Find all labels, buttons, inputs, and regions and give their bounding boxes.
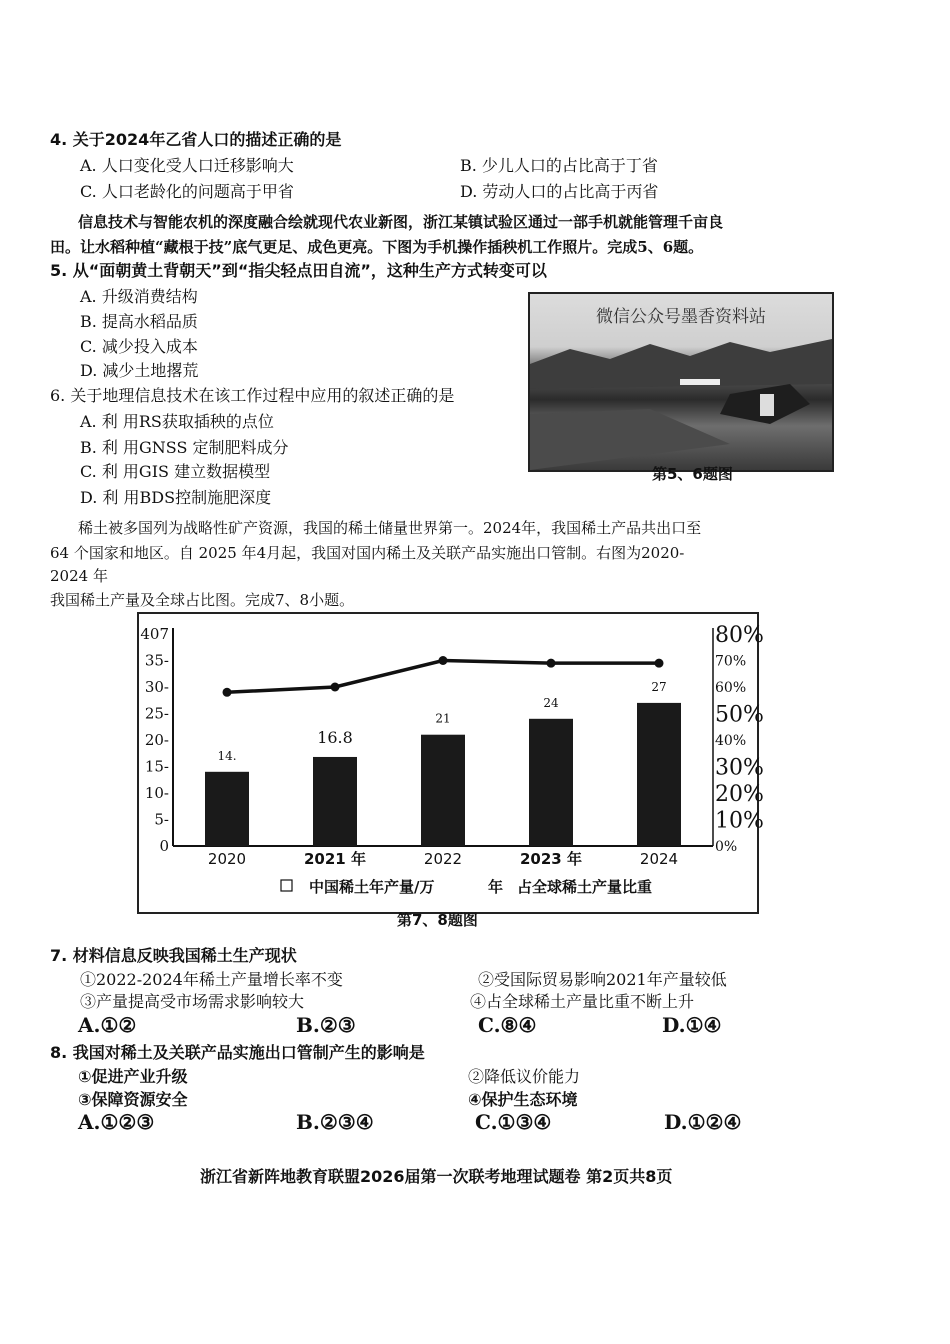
q4-stem: 4. 关于2024年乙省人口的描述正确的是 [50,130,342,149]
q7-answer-b: B.②③ [296,1013,356,1037]
q5-option-d: D. 减少土地撂荒 [80,361,199,380]
share-point [331,683,340,692]
y-left-tick-label: 10- [144,784,169,802]
y-right-tick-label: 30% [715,755,764,781]
intro56-line2: 田。让水稻种植“藏根于技”底气更足、成色更亮。下图为手机操作插秧机工作照片。完成5、6题。 [50,238,704,256]
q4-option-a: A. 人口变化受人口迁移影响大 [80,156,294,175]
q4-option-b: B. 少儿人口的占比高于丁省 [460,156,658,175]
q6-option-c: C. 利 用GIS 建立数据模型 [80,462,271,481]
q6-option-b: B. 利 用GNSS 定制肥料成分 [80,438,289,457]
x-tick-label: 2020 [207,850,247,868]
q7-answer-d: D.①④ [662,1013,722,1037]
y-left-tick-label: 15- [144,757,169,776]
q8-answer-c: C.①③④ [475,1110,552,1134]
production-bar [421,735,465,846]
q7-answer-a: A.①② [78,1013,137,1037]
y-right-tick-label: 0% [715,839,738,855]
q8-answer-a: A.①②③ [78,1110,155,1134]
y-left-tick-label: 35- [144,651,169,670]
y-left-tick-label: 407 [140,625,169,643]
share-point [547,659,556,668]
share-line [227,661,659,693]
y-left-tick-label: 20- [144,731,169,749]
q8-answer-d: D.①②④ [664,1110,742,1134]
q8-statement-4: ④保护生态环境 [468,1090,578,1109]
legend-bar-swatch [281,880,292,891]
intro78-line2: 64 个国家和地区。自 2025 年4月起，我国对国内稀土及关联产品实施出口管制。右图为2020- [50,544,685,562]
q7-statement-4: ④占全球稀土产量比重不断上升 [470,992,695,1011]
x-tick-label: 2021 年 [304,850,366,868]
legend-line-label: 占全球稀土产量比重 [517,878,653,896]
q8-statement-1: ①促进产业升级 [78,1067,188,1086]
q8-statement-3: ③保障资源安全 [78,1090,188,1109]
q6-stem: 6. 关于地理信息技术在该工作过程中应用的叙述正确的是 [50,386,455,405]
y-left-tick-label: 25- [144,704,169,723]
chart-caption: 第7、8题图 [397,911,478,929]
page-footer: 浙江省新阵地教育联盟2026届第一次联考地理试题卷 第2页共8页 [200,1167,673,1186]
q5-option-a: A. 升级消费结构 [80,287,198,306]
q5-stem: 5. 从“面朝黄土背朝天”到“指尖轻点田自流”，这种生产方式转变可以 [50,261,547,280]
y-right-tick-label: 20% [715,782,764,807]
y-right-tick-label: 70% [715,653,747,670]
bar-data-label: 21 [435,711,451,726]
production-bar [637,703,681,846]
q4-option-c: C. 人口老龄化的问题高于甲省 [80,182,294,201]
rare-earth-chart [137,612,764,914]
q4-option-d: D. 劳动人口的占比高于丙省 [460,182,659,201]
bar-data-label: 27 [651,679,667,694]
share-point [439,656,448,665]
q5-option-c: C. 减少投入成本 [80,337,198,356]
q7-statement-2: ②受国际贸易影响2021年产量较低 [478,970,727,989]
bar-data-label: 16.8 [317,727,353,747]
q6-option-d: D. 利 用BDS控制施肥深度 [80,488,272,507]
photo-scene [530,294,832,470]
x-tick-label: 2022 [423,850,463,868]
q8-answer-b: B.②③④ [296,1110,374,1134]
production-bar [313,757,357,846]
q8-stem: 8. 我国对稀土及关联产品实施出口管制产生的影响是 [50,1043,425,1062]
bar-data-label: 14. [217,748,237,763]
y-left-tick-label: 0 [159,837,169,855]
x-tick-label: 2024 [639,850,679,868]
q7-stem: 7. 材料信息反映我国稀土生产现状 [50,946,297,965]
bar-data-label: 24 [543,695,559,710]
y-left-tick-label: 30- [144,678,169,696]
rice-transplanter-photo [528,292,834,472]
q7-answer-c: C.⑧④ [478,1013,537,1037]
production-bar [529,719,573,846]
y-right-tick-label: 50% [715,702,764,728]
q7-statement-1: ①2022-2024年稀土产量增长率不变 [80,970,343,989]
y-right-tick-label: 10% [715,808,764,834]
y-right-tick-label: 60% [715,680,747,696]
photo-caption: 第5、6题图 [652,465,733,483]
q5-option-b: B. 提高水稻品质 [80,312,198,331]
photo-watermark: 微信公众号墨香资料站 [596,307,766,327]
q8-statement-2: ②降低议价能力 [468,1067,581,1086]
intro56-line1: 信息技术与智能农机的深度融合绘就现代农业新图，浙江某镇试验区通过一部手机就能管理千亩良 [78,213,724,231]
q6-option-a: A. 利 用RS获取插秧的点位 [80,412,274,431]
y-right-tick-label: 40% [715,733,747,749]
legend-year-label: 年 [488,878,504,896]
y-right-tick-label: 80% [715,623,764,648]
y-left-tick-label: 5- [154,810,169,829]
share-point [655,659,664,668]
production-bar [205,772,249,846]
legend-bar-label: 中国稀土年产量/万 [309,878,435,896]
intro78-line4: 我国稀土产量及全球占比图。完成7、8小题。 [50,591,355,609]
x-tick-label: 2023 年 [520,850,582,868]
intro78-line3: 2024 年 [50,567,108,585]
q7-statement-3: ③产量提高受市场需求影响较大 [80,992,305,1011]
share-point [223,688,232,697]
chart-canvas [139,614,764,912]
intro78-line1: 稀土被多国列为战略性矿产资源，我国的稀土储量世界第一。2024年，我国稀土产品共出口至 [78,519,702,537]
